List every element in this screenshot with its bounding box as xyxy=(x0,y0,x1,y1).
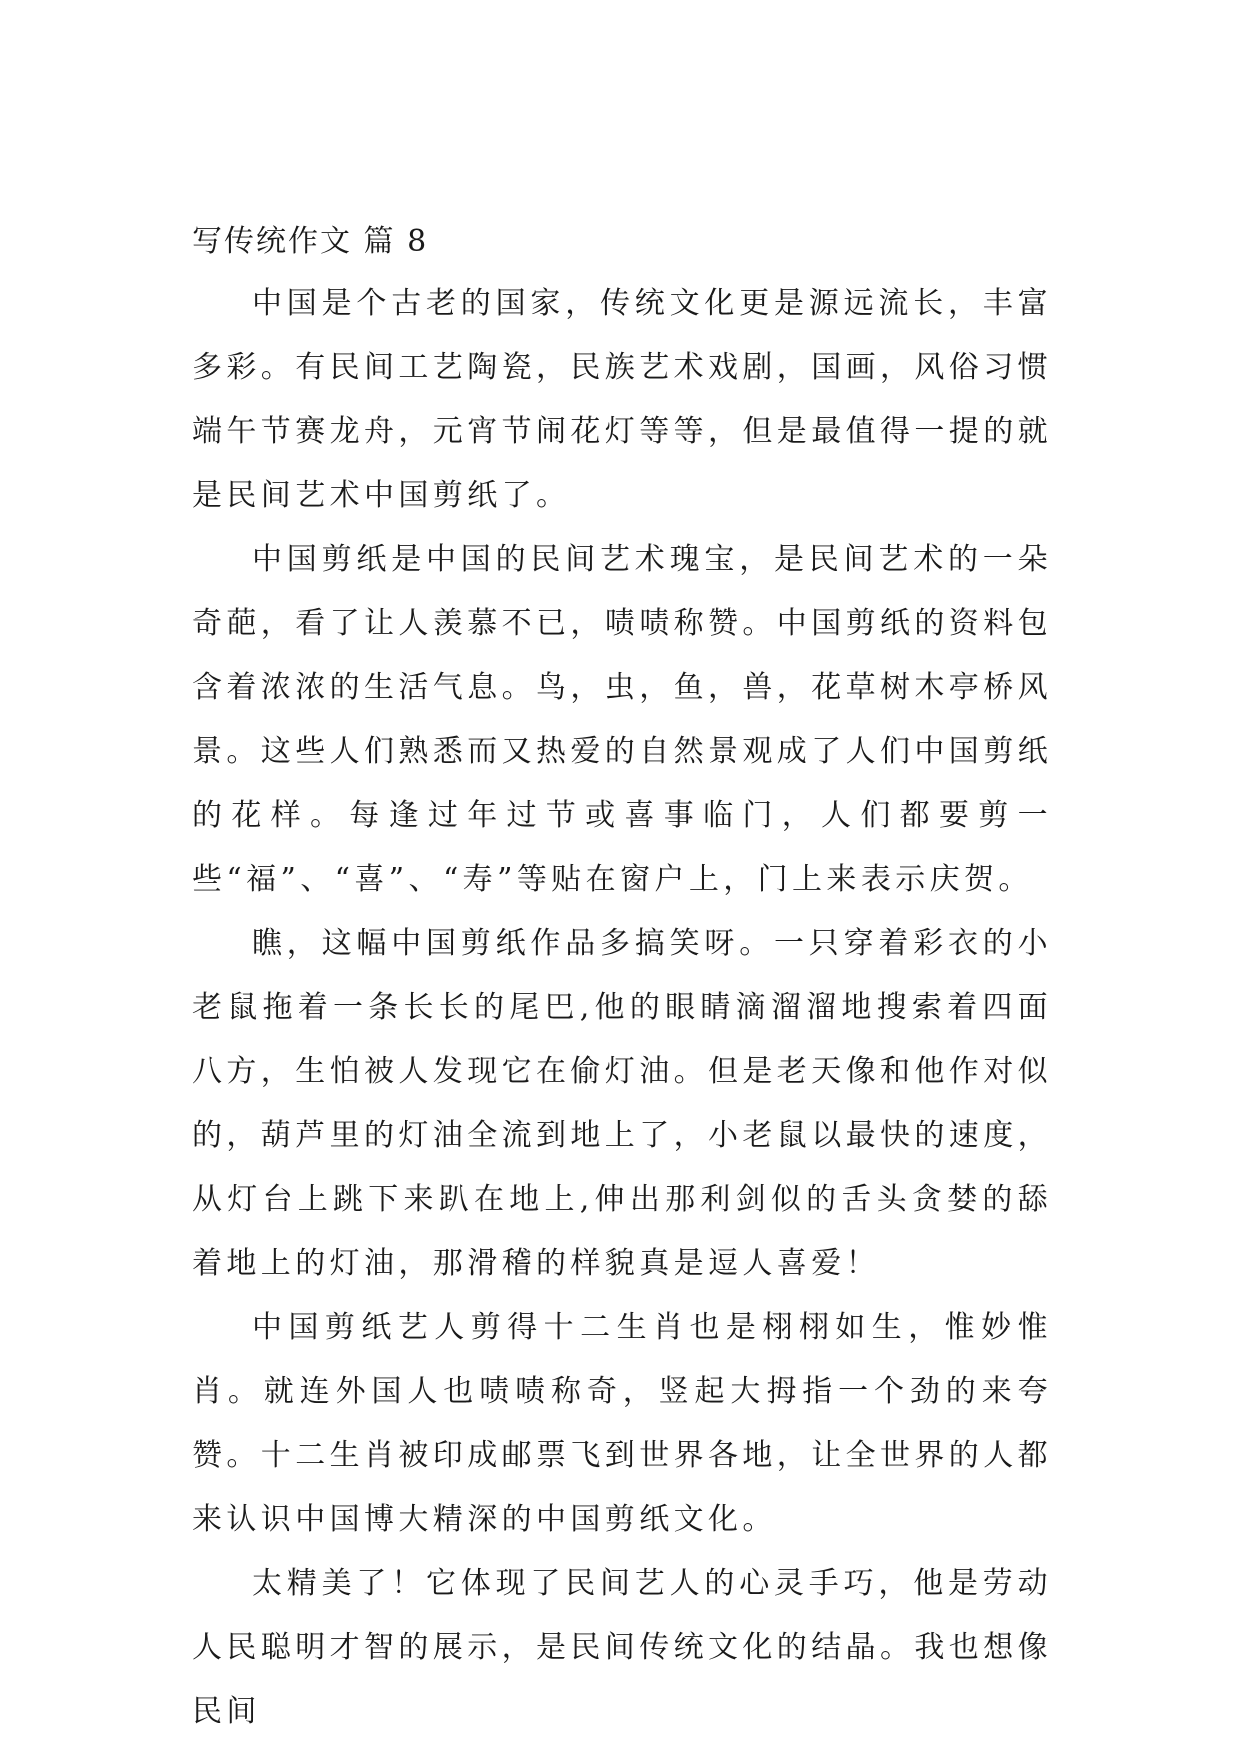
paragraph-3: 瞧，这幅中国剪纸作品多搞笑呀。一只穿着彩衣的小老鼠拖着一条长长的尾巴,他的眼睛滴溜溜地搜索着四面八方，生怕被人发现它在偷灯油。但是老天像和他作对似的，葫芦里的灯油全流到地上了，小老鼠以最快的速度，从灯台上跳下来趴在地上,伸出那利剑似的舌头贪婪的舔着地上的灯油，那滑稽的样貌真是逗人喜爱！ xyxy=(192,926,1052,1281)
paragraph-4: 中国剪纸艺人剪得十二生肖也是栩栩如生，惟妙惟肖。就连外国人也啧啧称奇，竖起大拇指一个劲的来夸赞。十二生肖被印成邮票飞到世界各地，让全世界的人都来认识中国博大精深的中国剪纸文化。 xyxy=(192,1310,1052,1537)
paragraph-5: 太精美了！它体现了民间艺人的心灵手巧，他是劳动人民聪明才智的展示，是民间传统文化的结晶。我也想像民间 xyxy=(192,1566,1052,1729)
document-title: 写传统作文 篇 8 xyxy=(192,224,429,259)
paragraph-2: 中国剪纸是中国的民间艺术瑰宝，是民间艺术的一朵奇葩，看了让人羡慕不已，啧啧称赞。中国剪纸的资料包含着浓浓的生活气息。鸟，虫，鱼，兽，花草树木亭桥风景。这些人们熟悉而又热爱的自然景观成了人们中国剪纸的花样。每逢过年过节或喜事临门，人们都要剪一些“福”、“喜”、“寿”等贴在窗户上，门上来表示庆贺。 xyxy=(192,542,1052,897)
paragraph-1: 中国是个古老的国家，传统文化更是源远流长，丰富多彩。有民间工艺陶瓷，民族艺术戏剧，国画，风俗习惯端午节赛龙舟，元宵节闹花灯等等，但是最值得一提的就是民间艺术中国剪纸了。 xyxy=(192,286,1052,513)
document-page xyxy=(192,222,1052,1744)
